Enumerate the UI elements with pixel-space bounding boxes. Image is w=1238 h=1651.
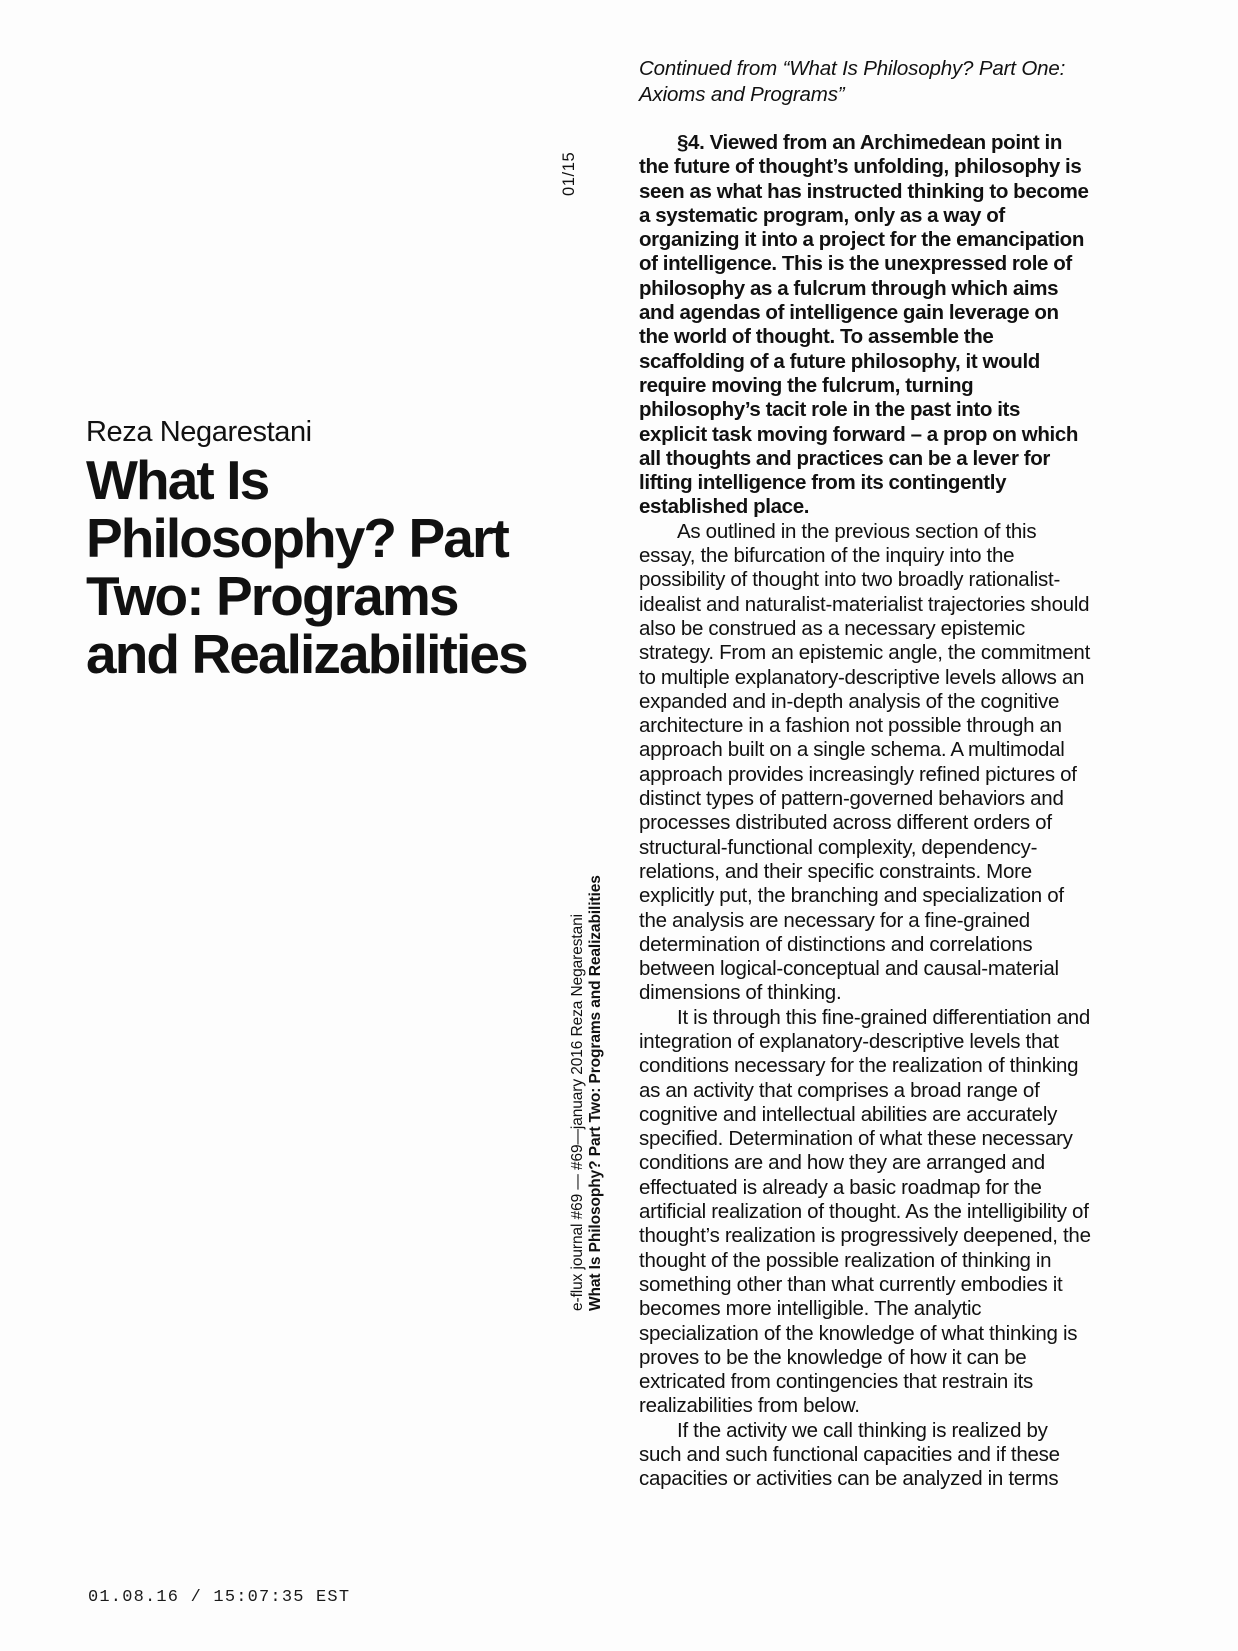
title-block (86, 415, 546, 683)
paragraph-4-text: If the activity we call thinking is realized by such and such functional capacities and if these capacities or activities can be analyzed in terms (639, 1418, 1060, 1491)
paragraph-1-text: §4. Viewed from an Archimedean point in the future of thought’s unfolding, philosophy is seen as what has instructed thinking to become a systematic program, only as a way of organizing it into a project for the emancipation of intelligence. This is the unexpressed role of philosophy as a fulcrum through which aims and agendas of intelligence gain leverage on the world of thought. To assemble the scaffolding of a future philosophy, it would require moving the fulcrum, turning philosophy’s tacit role in the past into its explicit task moving forward – a prop on which all thoughts and practices can be a lever for lifting intelligence from its contingently established place. (639, 131, 1089, 519)
running-head-journal-line: e-flux journal #69 — #69—january 2016 Reza Negarestani (569, 914, 586, 1311)
continued-from-note: Continued from “What Is Philosophy? Part One: Axioms and Programs” (639, 57, 1066, 106)
paragraph-1 (639, 131, 1091, 520)
article-text-column (639, 56, 1091, 1492)
footer-timestamp: 01.08.16 / 15:07:35 EST (88, 1588, 351, 1607)
running-head-article-line: What Is Philosophy? Part Two: Programs and Realizabilities (587, 875, 604, 1311)
author-byline: Reza Negarestani (86, 416, 312, 448)
paragraph-4 (639, 1419, 1091, 1492)
paragraph-2 (639, 520, 1091, 1006)
paragraph-2-text: As outlined in the previous section of this essay, the bifurcation of the inquiry into the possibility of thought into two broadly rationalist-idealist and naturalist-materialist trajectories should also be construed as a necessary epistemic strategy. From an epistemic angle, the commitment to multiple explanatory-descriptive levels allows an expanded and in-depth analysis of the cognitive architecture in a fashion not possible through an approach built on a single schema. A multimodal approach provides increasingly refined pictures of distinct types of pattern-governed behaviors and processes distributed across different orders of structural-functional complexity, dependency-relations, and their specific constraints. More explicitly put, the branching and specialization of the analysis are necessary for a fine-grained determination of distinctions and correlations between logical-conceptual and causal-material dimensions of thinking. (639, 519, 1091, 1005)
paragraph-3 (639, 1006, 1091, 1419)
paragraph-3-text: It is through this fine-grained differentiation and integration of explanatory-descriptive levels that conditions necessary for the realization of thinking as an activity that comprises a broad range of cognitive and intellectual abilities are accurately specified. Determination of what these necessary conditions are and how they are arranged and effectuated is already a basic roadmap for the artificial realization of thought. As the intelligibility of thought’s realization is progressively deepened, the thought of the possible realization of thinking in something other than what currently embodies it becomes more intelligible. The analytic specialization of the knowledge of what thinking is proves to be the knowledge of how it can be extricated from contingencies that restrain its realizabilities from below. (639, 1005, 1091, 1418)
page-title: What Is Philosophy? Part Two: Programs and Realizabilities (86, 449, 527, 685)
running-head (569, 875, 605, 1311)
folio-page-number: 01/15 (560, 151, 578, 196)
